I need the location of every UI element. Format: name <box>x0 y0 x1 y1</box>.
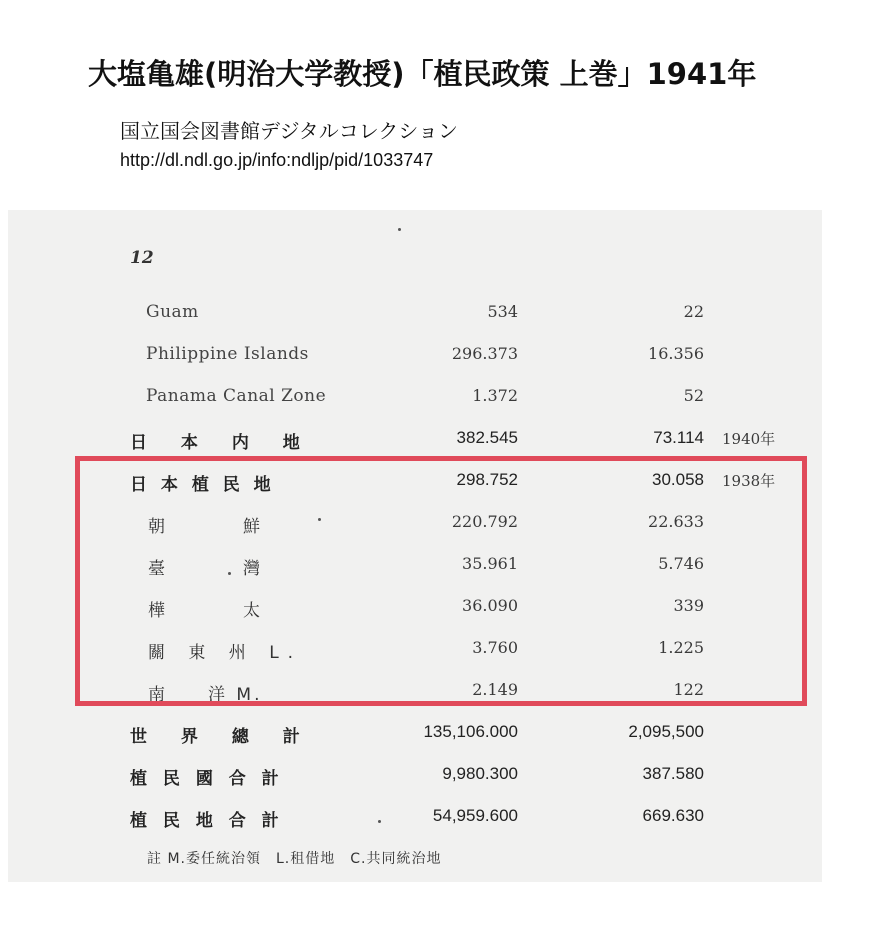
table-row <box>0 806 894 836</box>
highlight-box <box>75 456 807 706</box>
table-row <box>0 428 894 458</box>
population-value: 669.630 <box>642 806 704 825</box>
area-value: 3.760 <box>472 638 518 657</box>
area-value: 296.373 <box>451 344 518 363</box>
row-label: 植 民 地 合 計 <box>130 811 284 831</box>
source-name: 国立国会図書館デジタルコレクション <box>120 119 458 143</box>
area-value: 9,980.300 <box>442 764 518 783</box>
area-value: 220.792 <box>451 512 518 531</box>
area-value: 534 <box>487 302 518 321</box>
table-row <box>0 722 894 752</box>
table-row <box>0 386 894 416</box>
population-value: 73.114 <box>653 428 704 447</box>
population-value: 52 <box>683 386 704 405</box>
footnote: 註 M.委任統治領 L.租借地 C.共同統治地 <box>147 851 442 867</box>
document-title: 大塩亀雄(明治大学教授)「植民政策 上巻」1941年 <box>88 57 757 91</box>
row-label: Philippine Islands <box>146 344 309 364</box>
area-value: 2.149 <box>472 680 518 699</box>
area-value: 54,959.600 <box>432 806 518 825</box>
area-value: 382.545 <box>456 428 518 447</box>
population-value: 2,095,500 <box>628 722 704 741</box>
row-label: 日 本 内 地 <box>130 433 314 453</box>
area-value: 36.090 <box>462 596 518 615</box>
row-label: 南 洋 M. <box>148 685 263 705</box>
area-value: 298.752 <box>456 470 518 489</box>
population-value: 22.633 <box>648 512 704 531</box>
row-label: Panama Canal Zone <box>146 386 327 406</box>
population-value: 387.580 <box>642 764 704 783</box>
year-note: 1940年 <box>722 430 776 448</box>
row-label: 世 界 總 計 <box>130 727 314 747</box>
year-note: 1938年 <box>722 472 776 490</box>
row-label: 日 本 植 民 地 <box>130 475 275 495</box>
row-label: 植 民 國 合 計 <box>130 769 284 789</box>
row-label: 關 東 州 L. <box>148 643 303 663</box>
population-value: 30.058 <box>652 470 704 489</box>
population-value: 339 <box>673 596 704 615</box>
population-value: 16.356 <box>648 344 704 363</box>
population-value: 5.746 <box>658 554 704 573</box>
row-label: 朝 鮮 <box>148 517 262 537</box>
area-value: 135,106.000 <box>423 722 518 741</box>
page-number: 12 <box>130 248 154 268</box>
area-value: 1.372 <box>472 386 518 405</box>
row-label: 臺 灣 <box>148 559 262 579</box>
table-row <box>0 302 894 332</box>
row-label: Guam <box>146 302 199 322</box>
row-label: 樺 太 <box>148 601 262 621</box>
table-row <box>0 764 894 794</box>
population-value: 1.225 <box>658 638 704 657</box>
population-value: 22 <box>683 302 704 321</box>
table-row <box>0 344 894 374</box>
population-value: 122 <box>673 680 704 699</box>
scan-speck <box>398 228 401 231</box>
source-url: http://dl.ndl.go.jp/info:ndljp/pid/1033747 <box>120 150 434 170</box>
area-value: 35.961 <box>462 554 518 573</box>
